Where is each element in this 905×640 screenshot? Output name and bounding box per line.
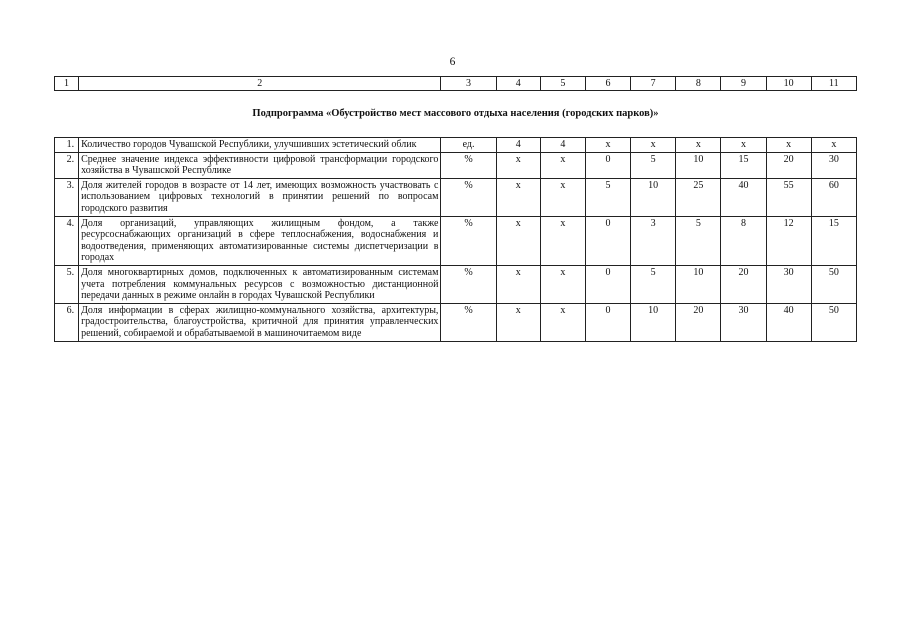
column-number: 10 [766, 77, 811, 91]
value-cell: 55 [766, 178, 811, 216]
table-row [55, 303, 857, 341]
column-number-row [55, 77, 857, 91]
indicator-description: Доля информации в сферах жилищно-коммунального хозяйства, архитектуры, градостроительства, благоустройства, критичной для принятия управленческих решений, собираемой и обрабатываемой в машиночитаемом виде [79, 303, 441, 341]
value-cell: х [540, 152, 585, 178]
row-number: 2. [55, 152, 79, 178]
section-title: Подпрограмма «Обустройство мест массового отдыха населения (городских парков)» [55, 91, 857, 138]
indicator-description: Доля жителей городов в возрасте от 14 лет, имеющих возможность участвовать с использованием цифровых технологий в принятии решений по вопросам городского развития [79, 178, 441, 216]
value-cell: 30 [766, 265, 811, 303]
value-cell: 5 [631, 265, 676, 303]
unit-cell: % [441, 303, 496, 341]
value-cell: х [585, 138, 630, 153]
value-cell: х [811, 138, 856, 153]
unit-cell: ед. [441, 138, 496, 153]
value-cell: 60 [811, 178, 856, 216]
column-number: 6 [585, 77, 630, 91]
section-row [55, 91, 857, 138]
value-cell: х [496, 178, 540, 216]
table-row [55, 138, 857, 153]
value-cell: х [540, 265, 585, 303]
indicator-description: Доля многоквартирных домов, подключенных к автоматизированным системам учета потребления коммунальных ресурсов с возможностью дистанционной передачи данных в режиме онлайн в городах Чувашской Республики [79, 265, 441, 303]
table-row [55, 216, 857, 265]
column-number: 5 [540, 77, 585, 91]
value-cell: 40 [766, 303, 811, 341]
value-cell: 50 [811, 265, 856, 303]
page-number: 6 [449, 56, 456, 68]
value-cell: 10 [631, 178, 676, 216]
column-number: 9 [721, 77, 766, 91]
value-cell: 15 [811, 216, 856, 265]
value-cell: х [540, 303, 585, 341]
value-cell: х [496, 303, 540, 341]
value-cell: х [496, 265, 540, 303]
value-cell: 20 [676, 303, 721, 341]
value-cell: 15 [721, 152, 766, 178]
table-row [55, 152, 857, 178]
value-cell: 20 [721, 265, 766, 303]
row-number: 5. [55, 265, 79, 303]
value-cell: 12 [766, 216, 811, 265]
value-cell: 40 [721, 178, 766, 216]
unit-cell: % [441, 178, 496, 216]
indicator-description: Количество городов Чувашской Республики, улучшивших эстетический облик [79, 138, 441, 153]
value-cell: 10 [631, 303, 676, 341]
column-number: 3 [441, 77, 496, 91]
value-cell: 20 [766, 152, 811, 178]
value-cell: 25 [676, 178, 721, 216]
value-cell: х [631, 138, 676, 153]
value-cell: 5 [676, 216, 721, 265]
indicator-description: Среднее значение индекса эффективности цифровой трансформации городского хозяйства в Чувашской Республике [79, 152, 441, 178]
value-cell: 10 [676, 265, 721, 303]
value-cell: 3 [631, 216, 676, 265]
unit-cell: % [441, 152, 496, 178]
unit-cell: % [441, 265, 496, 303]
column-number: 7 [631, 77, 676, 91]
value-cell: 0 [585, 152, 630, 178]
value-cell: 50 [811, 303, 856, 341]
value-cell: х [496, 216, 540, 265]
value-cell: 5 [585, 178, 630, 216]
table-row [55, 265, 857, 303]
column-number: 1 [55, 77, 79, 91]
value-cell: 30 [811, 152, 856, 178]
column-number: 2 [79, 77, 441, 91]
value-cell: 4 [496, 138, 540, 153]
value-cell: 0 [585, 265, 630, 303]
value-cell: 4 [540, 138, 585, 153]
value-cell: 30 [721, 303, 766, 341]
table-row [55, 178, 857, 216]
value-cell: 8 [721, 216, 766, 265]
value-cell: х [496, 152, 540, 178]
column-number: 8 [676, 77, 721, 91]
value-cell: 0 [585, 216, 630, 265]
value-cell: 5 [631, 152, 676, 178]
indicator-description: Доля организаций, управляющих жилищным фондом, а также ресурсоснабжающих организаций в сфере теплоснабжения, водоснабжения и водоотведения, применяющих автоматизированные системы диспетчеризации в городах [79, 216, 441, 265]
value-cell: х [540, 178, 585, 216]
row-number: 1. [55, 138, 79, 153]
column-number: 4 [496, 77, 540, 91]
value-cell: х [540, 216, 585, 265]
row-number: 3. [55, 178, 79, 216]
row-number: 4. [55, 216, 79, 265]
value-cell: х [721, 138, 766, 153]
indicators-table [54, 76, 857, 342]
value-cell: 10 [676, 152, 721, 178]
value-cell: х [766, 138, 811, 153]
column-number: 11 [811, 77, 856, 91]
unit-cell: % [441, 216, 496, 265]
value-cell: 0 [585, 303, 630, 341]
value-cell: х [676, 138, 721, 153]
row-number: 6. [55, 303, 79, 341]
